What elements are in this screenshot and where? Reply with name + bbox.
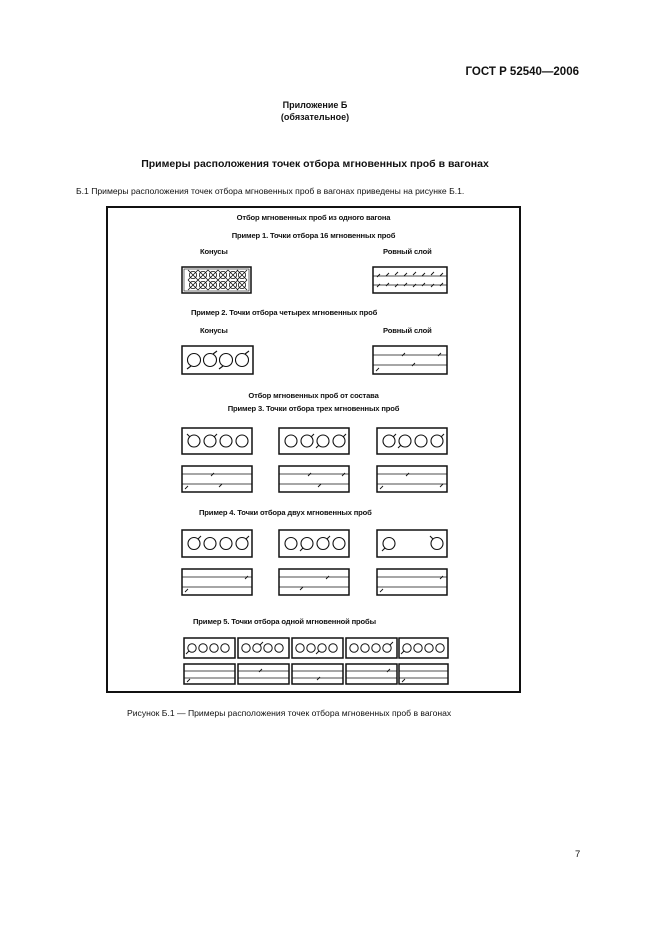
example-2-cones-wagon: [181, 345, 255, 375]
section-title: Примеры расположения точек отбора мгновенных проб в вагонах: [141, 158, 489, 170]
example-5-cones-wagon-2: [237, 637, 291, 659]
cross-circle-icon: [218, 280, 228, 290]
example-5-flat-wagon-4: [345, 663, 399, 685]
figure-caption: Рисунок Б.1 — Примеры расположения точек отбора мгновенных проб в вагонах: [127, 708, 452, 718]
example-1-flat-wagon: [372, 266, 448, 294]
example-3-cones-wagon-3: [376, 427, 449, 455]
example-2-flat-wagon: [372, 345, 448, 375]
cones-label-2: Конусы: [200, 326, 228, 335]
example-5-flat-wagon-1: [183, 663, 237, 685]
example-4-flat-wagon-3: [376, 568, 449, 596]
cross-circle-icon: [188, 280, 198, 290]
example-4-flat-wagon-1: [181, 568, 254, 596]
cross-circle-icon: [198, 280, 208, 290]
example-4-cones-wagon-1: [181, 529, 254, 558]
circle-arrow-icon: [236, 351, 250, 367]
example-3-cones-wagon-2: [278, 427, 351, 455]
cross-circle-icon: [218, 270, 228, 280]
example-3-flat-wagon-1: [181, 465, 254, 493]
example-4-flat-wagon-2: [278, 568, 351, 596]
single-wagon-title: Отбор мгновенных проб из одного вагона: [236, 213, 391, 222]
cross-circle-icon: [237, 280, 247, 290]
example-1-cones-wagon: [181, 266, 253, 294]
example-2-title: Пример 2. Точки отбора четырех мгновенных проб: [191, 308, 378, 317]
flat-layer-label: Ровный слой: [383, 247, 432, 256]
flat-layer-label-2: Ровный слой: [383, 326, 432, 335]
example-4-cones-wagon-3: [376, 529, 449, 558]
circle-arrow-icon: [219, 354, 233, 370]
example-3-flat-wagon-3: [376, 465, 449, 493]
appendix-heading: [0, 99, 630, 123]
example-3-title: Пример 3. Точки отбора трех мгновенных проб: [227, 404, 400, 413]
example-1-title: Пример 1. Точки отбора 16 мгновенных проб: [231, 231, 396, 240]
example-4-cones-wagon-2: [278, 529, 351, 558]
appendix-title: Приложение Б: [282, 100, 348, 110]
circle-arrow-icon: [204, 351, 218, 367]
intro-paragraph: Б.1 Примеры расположения точек отбора мгновенных проб в вагонах приведены на рисунке Б.1.: [76, 186, 465, 196]
example-5-flat-wagon-5: [398, 663, 450, 685]
cross-circle-icon: [237, 270, 247, 280]
example-5-cones-wagon-1: [183, 637, 237, 659]
cross-circle-icon: [228, 270, 238, 280]
example-3-flat-wagon-2: [278, 465, 351, 493]
example-5-title: Пример 5. Точки отбора одной мгновенной пробы: [193, 617, 376, 626]
example-5-cones-wagon-3: [291, 637, 345, 659]
cross-circle-icon: [208, 280, 218, 290]
example-5-flat-wagon-3: [291, 663, 345, 685]
page-number: 7: [575, 849, 581, 860]
document-code: ГОСТ Р 52540—2006: [465, 66, 579, 78]
circle-arrow-icon: [187, 354, 201, 370]
cross-circle-icon: [198, 270, 208, 280]
example-4-title: Пример 4. Точки отбора двух мгновенных проб: [199, 508, 372, 517]
appendix-status: (обязательное): [280, 112, 350, 122]
cross-circle-icon: [188, 270, 198, 280]
example-5-cones-wagon-4: [345, 637, 399, 659]
example-3-cones-wagon-1: [181, 427, 254, 455]
example-5-cones-wagon-5: [398, 637, 450, 659]
example-5-flat-wagon-2: [237, 663, 291, 685]
train-title: Отбор мгновенных проб от состава: [248, 391, 379, 400]
cones-label: Конусы: [200, 247, 228, 256]
cross-circle-icon: [228, 280, 238, 290]
cross-circle-icon: [208, 270, 218, 280]
